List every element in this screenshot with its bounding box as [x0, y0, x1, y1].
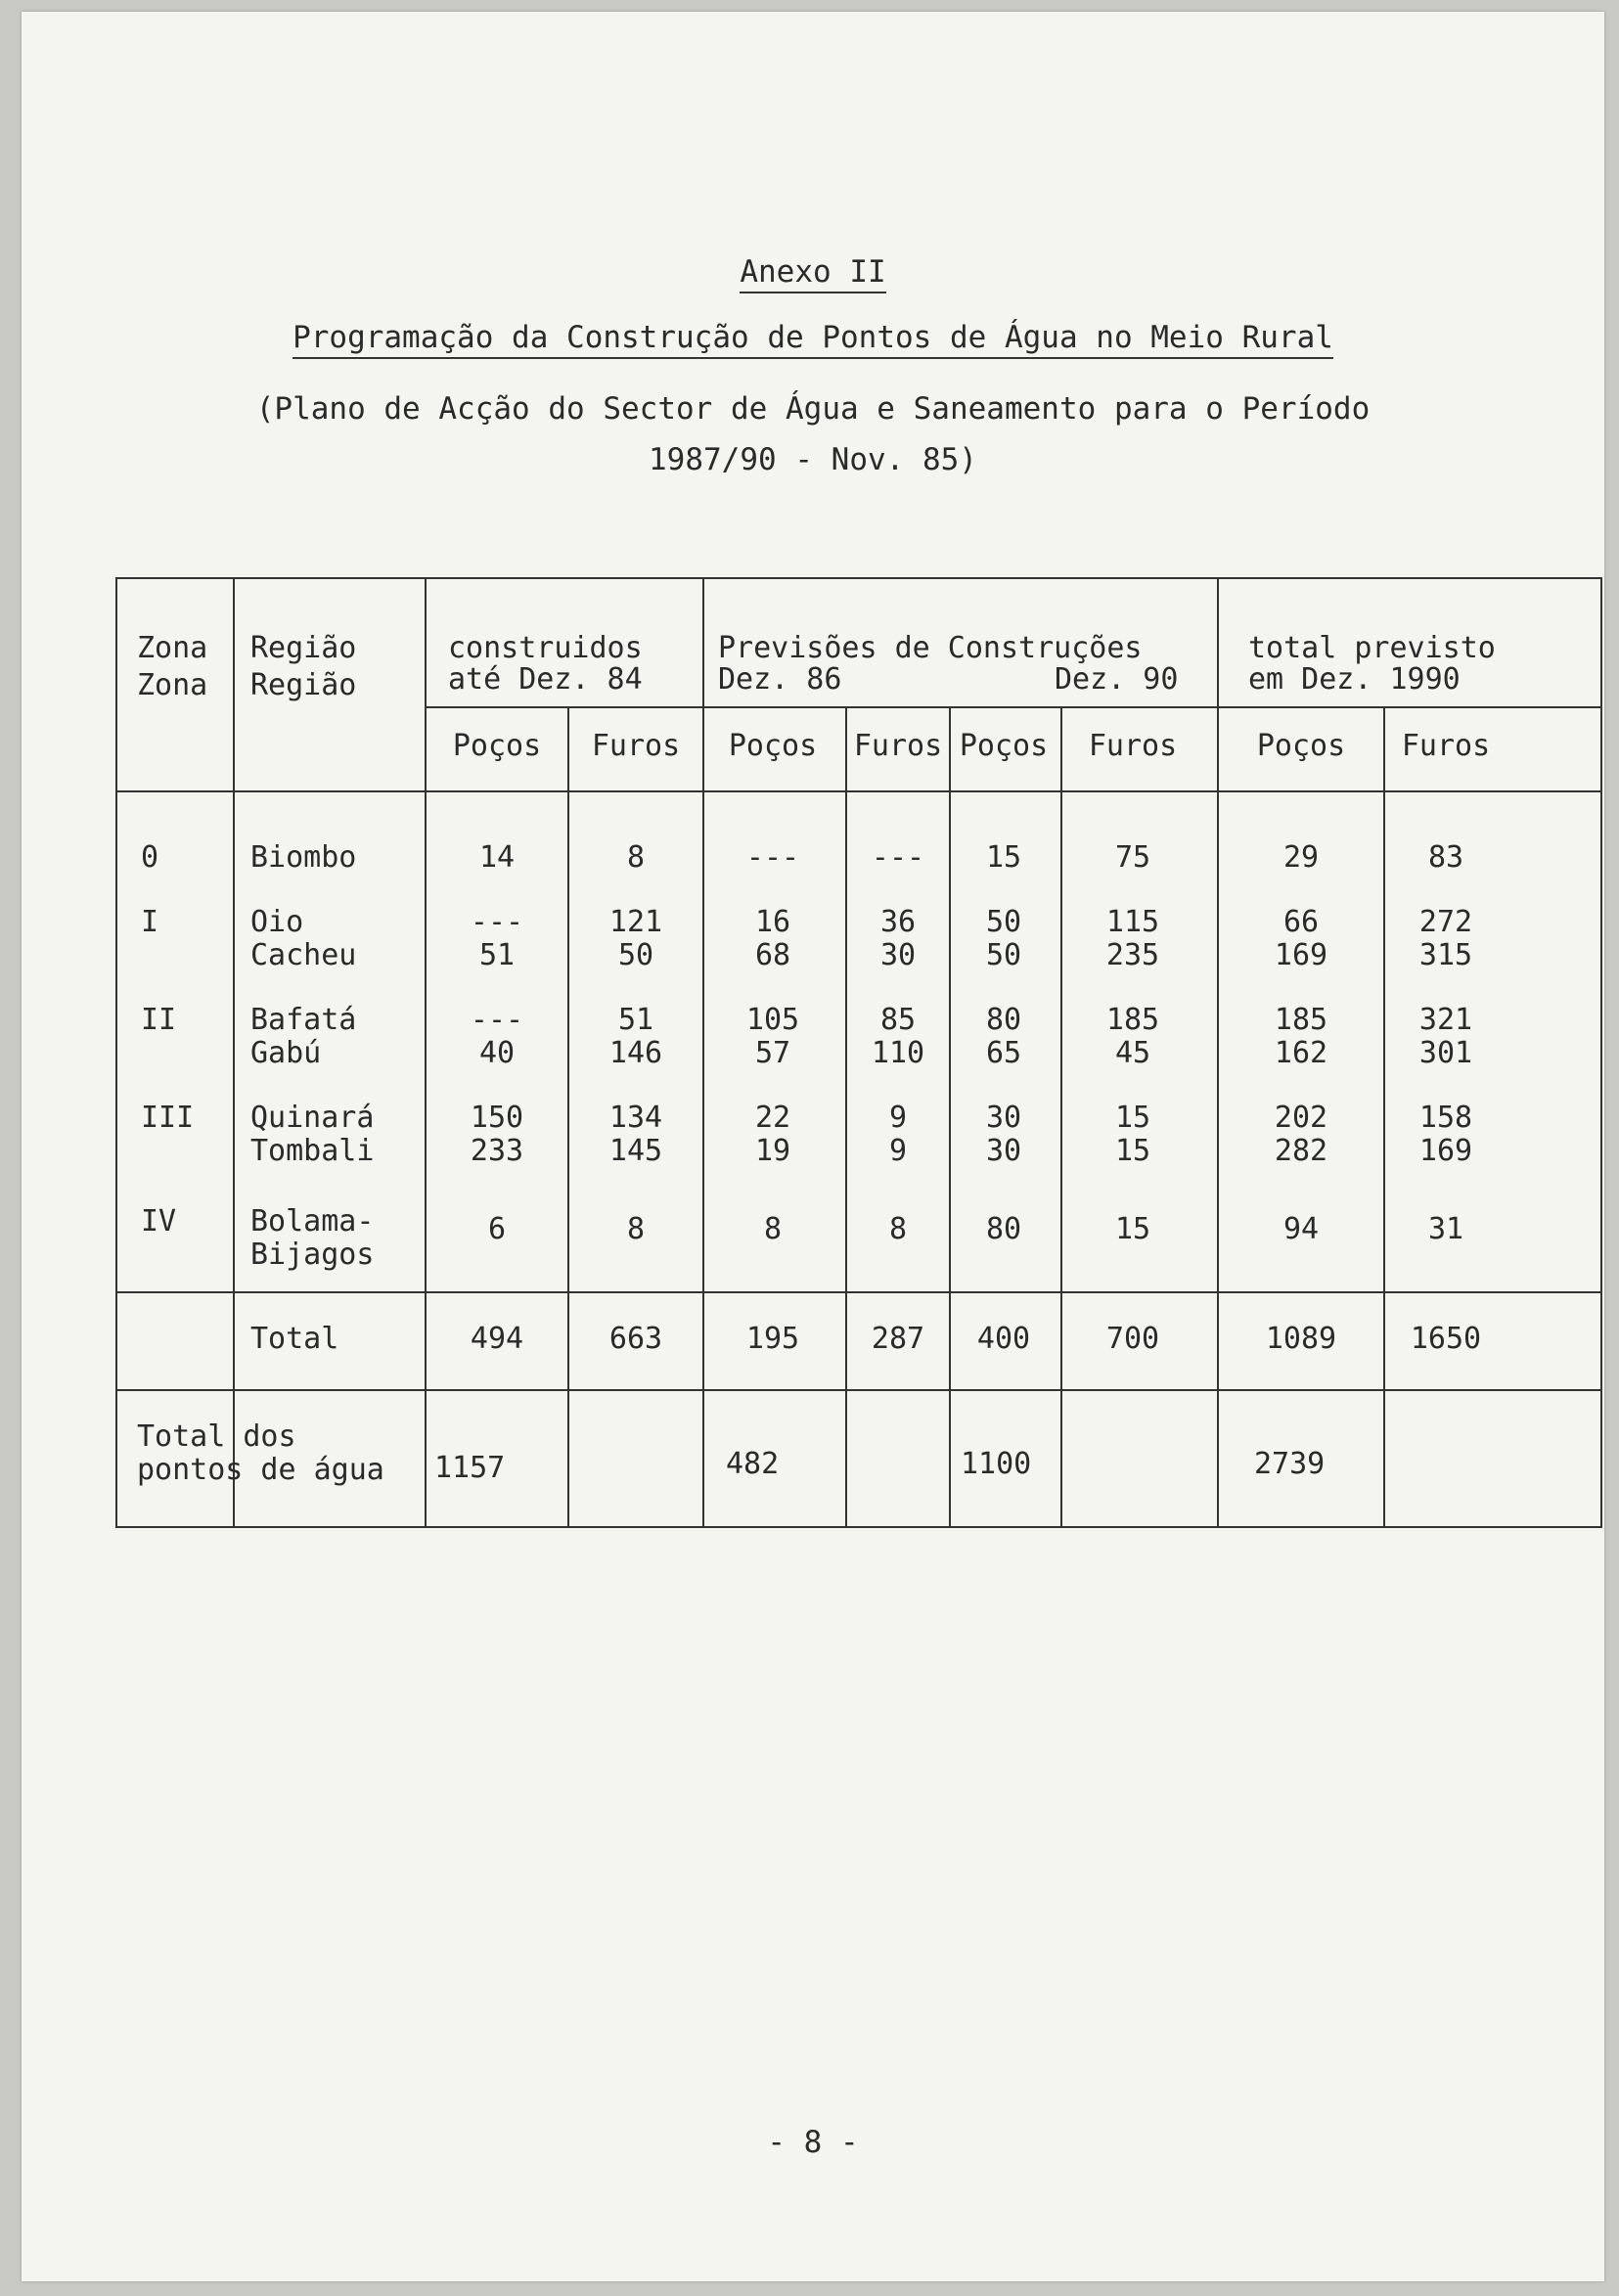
- cell-construidos-furos: 146: [608, 1036, 663, 1070]
- cell-regiao: Tombali: [250, 1134, 375, 1168]
- cell-dez86-pocos: 19: [754, 1134, 791, 1168]
- total-construidos-furos: 663: [608, 1322, 663, 1356]
- header-dez86: Dez. 86: [718, 662, 842, 697]
- points-construidos: 1157: [434, 1451, 506, 1485]
- cell-regiao: Biombo: [250, 840, 357, 875]
- document-subtitle-line2: 1987/90 - Nov. 85): [649, 442, 977, 477]
- cell-dez86-furos: 9: [888, 1134, 908, 1168]
- cell-construidos-pocos: 14: [478, 840, 516, 875]
- cell-construidos-furos: 50: [617, 938, 654, 972]
- cell-dez90-pocos: 80: [985, 1003, 1022, 1037]
- cell-construidos-furos: 145: [608, 1134, 663, 1168]
- table-rule: [845, 706, 847, 1526]
- table-rule: [117, 790, 1600, 792]
- points-dez90: 1100: [961, 1447, 1032, 1481]
- cell-construidos-pocos: ---: [470, 905, 524, 939]
- cell-regiao: Oio: [250, 905, 304, 939]
- cell-zona: 0: [141, 840, 159, 875]
- header-furos: Furos: [853, 729, 943, 763]
- cell-construidos-pocos: 233: [470, 1134, 524, 1168]
- cell-total-furos: 83: [1427, 840, 1464, 875]
- cell-regiao: Bolama-: [250, 1204, 375, 1238]
- cell-dez90-pocos: 80: [985, 1212, 1022, 1246]
- total-total-pocos: 1089: [1265, 1322, 1337, 1356]
- header-total-previsto: total previsto: [1248, 631, 1496, 665]
- cell-construidos-pocos: 150: [470, 1101, 524, 1135]
- cell-dez90-pocos: 50: [985, 905, 1022, 939]
- cell-dez86-pocos: 105: [745, 1003, 800, 1037]
- table-rule: [702, 579, 704, 1526]
- cell-total-pocos: 282: [1274, 1134, 1328, 1168]
- cell-total-furos: 158: [1418, 1101, 1473, 1135]
- cell-construidos-pocos: 51: [478, 938, 516, 972]
- cell-dez90-furos: 45: [1114, 1036, 1151, 1070]
- header-ate-dez84: até Dez. 84: [448, 662, 643, 697]
- cell-construidos-pocos: ---: [470, 1003, 524, 1037]
- header-pocos: Poços: [452, 729, 542, 763]
- header-zona: Zona: [137, 631, 208, 665]
- cell-dez90-pocos: 15: [985, 840, 1022, 875]
- cell-dez86-furos: 85: [879, 1003, 917, 1037]
- cell-dez90-pocos: 30: [985, 1101, 1022, 1135]
- total-dez90-furos: 700: [1105, 1322, 1160, 1356]
- header-regiao: Região: [250, 631, 357, 665]
- cell-total-pocos: 162: [1274, 1036, 1328, 1070]
- table-rule: [425, 706, 1600, 708]
- table-rule: [567, 706, 569, 1526]
- cell-construidos-pocos: 40: [478, 1036, 516, 1070]
- cell-dez86-furos: 110: [871, 1036, 925, 1070]
- cell-dez86-pocos: 22: [754, 1101, 791, 1135]
- document-subtitle-line1: (Plano de Acção do Sector de Água e Saneamento para o Período: [255, 391, 1371, 427]
- cell-dez90-furos: 115: [1105, 905, 1160, 939]
- cell-total-pocos: 29: [1282, 840, 1320, 875]
- total-dez86-pocos: 195: [745, 1322, 800, 1356]
- document-title: Programação da Construção de Pontos de Água no Meio Rural: [22, 320, 1604, 355]
- cell-dez86-pocos: ---: [745, 840, 800, 875]
- cell-dez86-furos: ---: [871, 840, 925, 875]
- table-rule: [233, 579, 235, 1526]
- cell-total-furos: 315: [1418, 938, 1473, 972]
- cell-regiao-cont: Bijagos: [250, 1238, 375, 1272]
- cell-dez86-furos: 8: [888, 1212, 908, 1246]
- cell-zona: IV: [141, 1204, 177, 1238]
- cell-regiao: Quinará: [250, 1101, 375, 1135]
- cell-zona: I: [141, 905, 159, 939]
- cell-total-furos: 169: [1418, 1134, 1473, 1168]
- header-construidos: construidos: [448, 631, 643, 665]
- header-furos: Furos: [591, 729, 681, 763]
- total-total-furos: 1650: [1410, 1322, 1482, 1356]
- points-total: 2739: [1254, 1447, 1326, 1481]
- document-page: [22, 12, 1604, 2281]
- total-dez90-pocos: 400: [976, 1322, 1031, 1356]
- total-dez86-furos: 287: [871, 1322, 925, 1356]
- table-rule: [949, 706, 951, 1526]
- cell-regiao: Bafatá: [250, 1003, 357, 1037]
- cell-total-pocos: 66: [1282, 905, 1320, 939]
- cell-construidos-furos: 121: [608, 905, 663, 939]
- header-em-dez1990: em Dez. 1990: [1248, 662, 1461, 697]
- cell-total-pocos: 169: [1274, 938, 1328, 972]
- cell-dez86-furos: 36: [879, 905, 917, 939]
- table-rule: [425, 579, 427, 1526]
- cell-dez90-furos: 15: [1114, 1134, 1151, 1168]
- cell-total-pocos: 185: [1274, 1003, 1328, 1037]
- header-pocos: Poços: [959, 729, 1049, 763]
- points-label-line1: Total dos: [137, 1419, 296, 1454]
- header-pocos: Poços: [728, 729, 818, 763]
- points-label-line2: pontos de água: [137, 1453, 384, 1487]
- cell-total-furos: 272: [1418, 905, 1473, 939]
- cell-dez86-furos: 9: [888, 1101, 908, 1135]
- cell-regiao: Cacheu: [250, 938, 357, 972]
- table-rule: [1060, 706, 1062, 1526]
- annex-label: Anexo II: [22, 254, 1604, 290]
- cell-total-furos: 31: [1427, 1212, 1464, 1246]
- cell-construidos-pocos: 6: [487, 1212, 507, 1246]
- cell-construidos-furos: 51: [617, 1003, 654, 1037]
- header-zona-repeat: Zona: [137, 668, 208, 702]
- header-previsoes: Previsões de Construções: [718, 631, 1143, 665]
- header-regiao-repeat: Região: [250, 668, 357, 702]
- cell-construidos-furos: 134: [608, 1101, 663, 1135]
- points-dez86: 482: [726, 1447, 780, 1481]
- cell-regiao: Gabú: [250, 1036, 322, 1070]
- cell-dez90-pocos: 30: [985, 1134, 1022, 1168]
- table-rule: [1217, 579, 1219, 1526]
- table-rule: [117, 1291, 1600, 1293]
- cell-dez86-pocos: 68: [754, 938, 791, 972]
- cell-dez86-furos: 30: [879, 938, 917, 972]
- cell-total-pocos: 94: [1282, 1212, 1320, 1246]
- cell-zona: II: [141, 1003, 177, 1037]
- cell-total-pocos: 202: [1274, 1101, 1328, 1135]
- cell-total-furos: 301: [1418, 1036, 1473, 1070]
- cell-dez90-furos: 235: [1105, 938, 1160, 972]
- cell-dez86-pocos: 57: [754, 1036, 791, 1070]
- cell-dez86-pocos: 8: [763, 1212, 783, 1246]
- header-pocos: Poços: [1256, 729, 1346, 763]
- table-rule: [117, 1389, 1600, 1391]
- header-dez90: Dez. 90: [1055, 662, 1179, 697]
- table-rule: [1383, 706, 1385, 1526]
- cell-dez90-furos: 185: [1105, 1003, 1160, 1037]
- cell-total-furos: 321: [1418, 1003, 1473, 1037]
- total-label: Total: [250, 1322, 339, 1356]
- cell-zona: III: [141, 1101, 195, 1135]
- cell-dez90-furos: 15: [1114, 1101, 1151, 1135]
- page-number: - 8 -: [767, 2125, 859, 2160]
- construction-table: [115, 577, 1602, 1528]
- header-furos: Furos: [1401, 729, 1491, 763]
- cell-construidos-furos: 8: [626, 840, 646, 875]
- total-construidos-pocos: 494: [470, 1322, 524, 1356]
- cell-dez90-furos: 75: [1114, 840, 1151, 875]
- cell-dez86-pocos: 16: [754, 905, 791, 939]
- cell-dez90-furos: 15: [1114, 1212, 1151, 1246]
- header-furos: Furos: [1088, 729, 1178, 763]
- cell-dez90-pocos: 50: [985, 938, 1022, 972]
- cell-construidos-furos: 8: [626, 1212, 646, 1246]
- cell-dez90-pocos: 65: [985, 1036, 1022, 1070]
